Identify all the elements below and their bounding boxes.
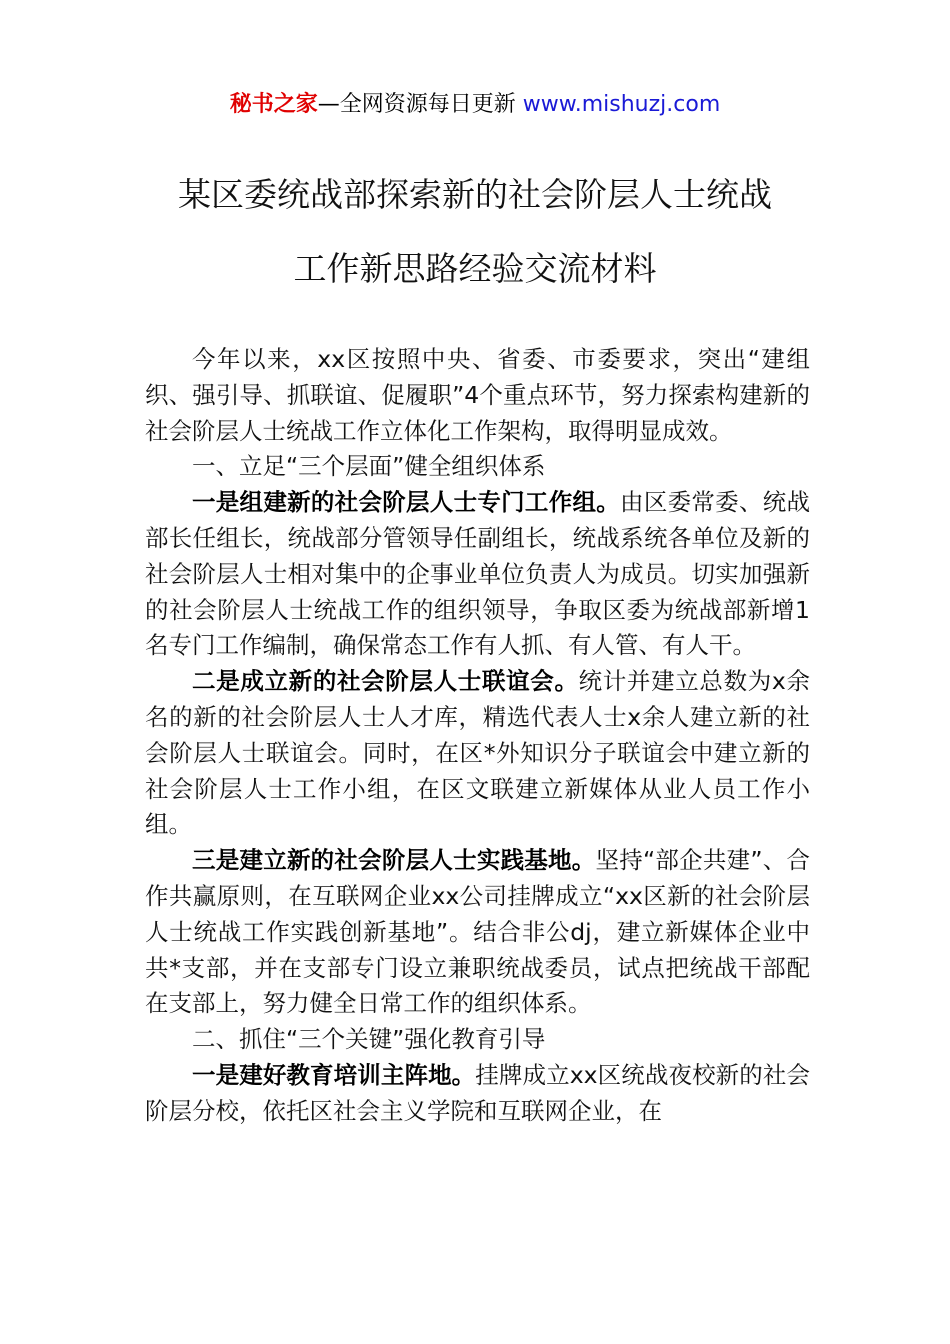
header-slogan: —全网资源每日更新 xyxy=(317,92,516,117)
paragraph-lead: 三是建立新的社会阶层人士实践基地。 xyxy=(192,846,596,875)
paragraph-intro: 今年以来，xx区按照中央、省委、市委要求，突出“建组织、强引导、抓联谊、促履职”4个重点环节，努力探索构建新的社会阶层人士统战工作立体化工作架构，取得明显成效。 xyxy=(145,345,810,445)
paragraph-item-1 xyxy=(145,485,810,664)
paragraph-lead: 二是成立新的社会阶层人士联谊会。 xyxy=(192,667,579,696)
paragraph-text: 坚持“部企共建”、合作共赢原则，在互联网企业xx公司挂牌成立“xx区新的社会阶层人士统战工作实践创新基地”。结合非公dj，建立新媒体企业中共*支部，并在支部专门设立兼职统战委员，试点把统战干部配在支部上，努力健全日常工作的组织体系。 xyxy=(145,846,810,1018)
site-header xyxy=(0,88,950,122)
brand-name: 秘书之家 xyxy=(229,92,318,117)
section-heading-1: 一、立足“三个层面”健全组织体系 xyxy=(192,452,546,481)
paragraph-text: 挂牌成立xx区统战夜校新的社会阶层分校，依托区社会主义学院和互联网企业，在 xyxy=(145,1060,811,1125)
paragraph-lead: 一是组建新的社会阶层人士专门工作组。 xyxy=(192,488,621,517)
paragraph-item-4 xyxy=(145,1058,810,1130)
document-title xyxy=(0,158,950,306)
title-line-2: 工作新思路经验交流材料 xyxy=(293,249,657,288)
document-body xyxy=(145,342,810,1130)
paragraph-text: 由区委常委、统战部长任组长，统战部分管领导任副组长，统战系统各单位及新的社会阶层人士相对集中的企事业单位负责人为成员。切实加强新的社会阶层人士统战工作的组织领导，争取区委为统战部新增1名专门工作编制，确保常态工作有人抓、有人管、有人干。 xyxy=(145,488,811,660)
paragraph-lead: 一是建好教育培训主阵地。 xyxy=(192,1060,476,1089)
paragraph-text: 统计并建立总数为x余名的新的社会阶层人士人才库，精选代表人士x余人建立新的社会阶层人士联谊会。同时，在区*外知识分子联谊会中建立新的社会阶层人士工作小组，在区文联建立新媒体从业人员工作小组。 xyxy=(145,667,810,839)
paragraph-item-2 xyxy=(145,664,810,843)
title-line-1: 某区委统战部探索新的社会阶层人士统战 xyxy=(178,175,772,214)
paragraph-item-3 xyxy=(145,843,810,1022)
section-heading-2: 二、抓住“三个关键”强化教育引导 xyxy=(192,1025,546,1054)
site-url-link[interactable]: www.mishuzj.com xyxy=(522,92,721,117)
